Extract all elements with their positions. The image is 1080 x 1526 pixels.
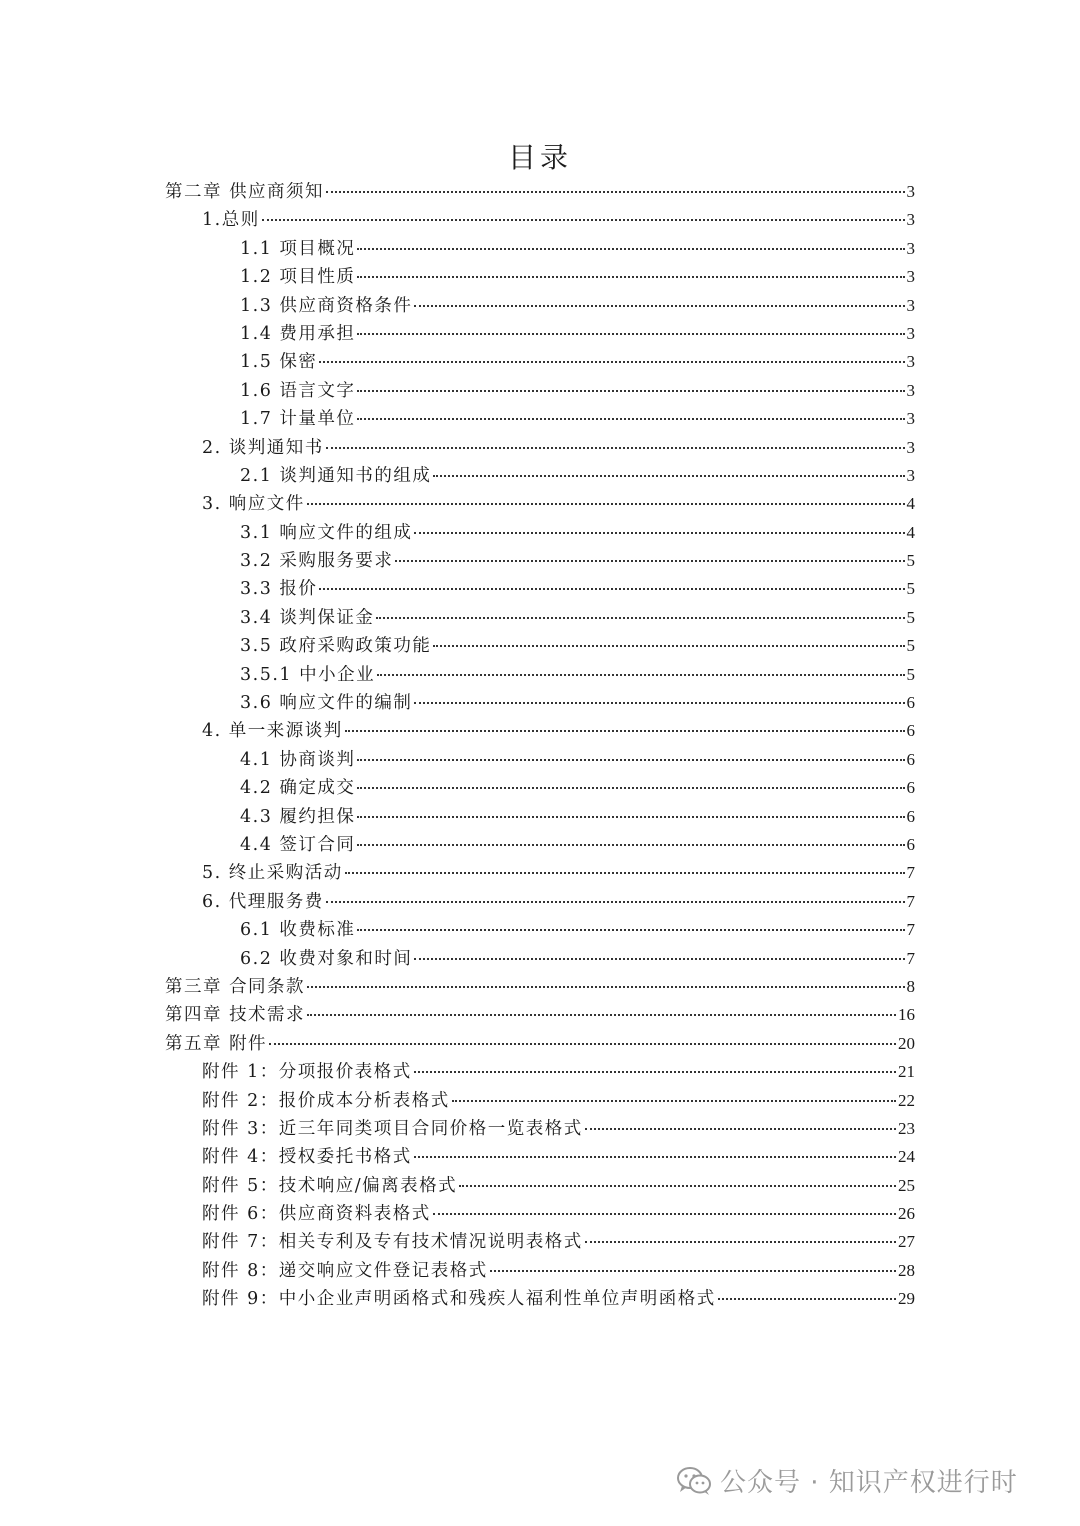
toc-dot-leader (414, 532, 904, 534)
toc-entry-label: 附件 3：近三年同类项目合同价格一览表格式 (202, 1118, 583, 1139)
toc-dot-leader (326, 191, 904, 193)
toc-dot-leader (307, 1014, 896, 1016)
toc-dot-leader (433, 645, 904, 647)
toc-entry-label: 第三章 合同条款 (165, 976, 306, 997)
toc-entry[interactable] (0, 632, 1080, 660)
page-title: 目录 (507, 141, 572, 174)
toc-entry-label: 3. 响应文件 (202, 494, 305, 515)
toc-page-number: 3 (906, 409, 915, 429)
toc-page-number: 26 (898, 1204, 915, 1224)
toc-entry-label: 4.4 签订合同 (240, 834, 356, 855)
toc-entry[interactable] (0, 1058, 1080, 1086)
toc-entry[interactable] (0, 1087, 1080, 1115)
toc-dot-leader (357, 390, 904, 392)
toc-page-number: 29 (898, 1289, 915, 1309)
toc-page-number: 25 (898, 1175, 915, 1195)
toc-entry[interactable] (0, 462, 1080, 490)
toc-entry-label: 2. 谈判通知书 (202, 437, 324, 458)
toc-dot-leader (357, 787, 904, 789)
toc-page-number: 3 (906, 182, 915, 201)
toc-entry-label: 1.2 项目性质 (240, 267, 356, 288)
toc-entry[interactable] (0, 320, 1080, 348)
toc-entry[interactable] (0, 1001, 1080, 1029)
table-of-contents (0, 178, 1080, 1314)
toc-entry-label: 1.1 项目概况 (240, 238, 356, 259)
toc-dot-leader (307, 503, 905, 505)
toc-dot-leader (319, 361, 904, 363)
toc-entry[interactable] (0, 1228, 1080, 1256)
toc-page-number: 3 (906, 323, 915, 343)
toc-entry-label: 4.3 履约担保 (240, 806, 356, 827)
toc-page-number: 23 (898, 1118, 915, 1138)
toc-dot-leader (433, 1213, 896, 1215)
toc-entry-label: 5. 终止采购活动 (202, 863, 343, 884)
toc-page-number: 7 (906, 891, 915, 911)
toc-entry[interactable] (0, 661, 1080, 689)
toc-entry[interactable] (0, 519, 1080, 547)
toc-page-number: 22 (898, 1090, 915, 1110)
toc-dot-leader (319, 588, 904, 590)
toc-page-number: 3 (906, 210, 915, 230)
toc-page-number: 6 (906, 806, 915, 826)
toc-entry-label: 第二章 供应商须知 (165, 182, 325, 202)
toc-entry[interactable] (0, 178, 1080, 206)
toc-entry[interactable] (0, 263, 1080, 291)
toc-page-number: 4 (906, 522, 915, 542)
toc-entry-label: 1.总则 (202, 210, 260, 231)
toc-dot-leader (326, 901, 905, 903)
toc-entry[interactable] (0, 831, 1080, 859)
toc-entry[interactable] (0, 689, 1080, 717)
toc-page-number: 3 (906, 238, 915, 258)
toc-dot-leader (357, 844, 904, 846)
toc-entry-label: 4.1 协商谈判 (240, 749, 356, 770)
toc-entry-label: 1.5 保密 (240, 352, 318, 373)
toc-entry-label: 附件 1：分项报价表格式 (202, 1062, 412, 1083)
toc-dot-leader (395, 560, 904, 562)
toc-page-number: 27 (898, 1232, 915, 1252)
toc-entry[interactable] (0, 235, 1080, 263)
toc-dot-leader (585, 1128, 896, 1130)
toc-page-number: 3 (906, 380, 915, 400)
toc-dot-leader (718, 1298, 896, 1300)
toc-page-number: 6 (906, 778, 915, 798)
toc-entry-label: 附件 2：报价成本分析表格式 (202, 1090, 450, 1111)
toc-page-number: 3 (906, 352, 915, 372)
toc-page-number: 5 (906, 607, 915, 627)
toc-page-number: 20 (898, 1033, 915, 1053)
toc-entry[interactable] (0, 1172, 1080, 1200)
toc-entry[interactable] (0, 405, 1080, 433)
toc-entry[interactable] (0, 206, 1080, 234)
toc-dot-leader (414, 305, 904, 307)
toc-entry[interactable] (0, 604, 1080, 632)
toc-entry-label: 3.4 谈判保证金 (240, 607, 375, 628)
toc-page-number: 7 (906, 948, 915, 968)
toc-entry-label: 2.1 谈判通知书的组成 (240, 465, 432, 486)
toc-page-number: 6 (906, 834, 915, 854)
toc-entry-label: 1.6 语言文字 (240, 380, 356, 401)
toc-page-number: 5 (906, 636, 915, 656)
toc-page-number: 28 (898, 1260, 915, 1280)
toc-page-number: 7 (906, 920, 915, 940)
toc-entry-label: 6. 代理服务费 (202, 891, 324, 912)
toc-entry[interactable] (0, 490, 1080, 518)
toc-entry[interactable] (0, 746, 1080, 774)
toc-entry-label: 附件 4：授权委托书格式 (202, 1147, 412, 1168)
toc-dot-leader (307, 986, 904, 988)
toc-page-number: 4 (906, 494, 915, 514)
toc-page-number: 21 (898, 1062, 915, 1082)
toc-entry-label: 3.6 响应文件的编制 (240, 693, 413, 714)
toc-entry[interactable] (0, 547, 1080, 575)
toc-entry-label: 6.2 收费对象和时间 (240, 948, 413, 969)
toc-dot-leader (414, 702, 904, 704)
toc-dot-leader (452, 1100, 896, 1102)
toc-entry-label: 附件 6：供应商资料表格式 (202, 1204, 431, 1225)
toc-dot-leader (414, 958, 904, 960)
toc-page-number: 6 (906, 693, 915, 713)
toc-dot-leader (357, 276, 904, 278)
toc-dot-leader (490, 1270, 896, 1272)
toc-entry[interactable] (0, 292, 1080, 320)
toc-entry-label: 3.1 响应文件的组成 (240, 522, 413, 543)
toc-dot-leader (326, 447, 905, 449)
toc-entry-label: 附件 9：中小企业声明函格式和残疾人福利性单位声明函格式 (202, 1289, 716, 1310)
toc-dot-leader (357, 929, 904, 931)
toc-entry[interactable] (0, 888, 1080, 916)
toc-dot-leader (459, 1185, 896, 1187)
toc-page-number: 8 (906, 976, 915, 996)
toc-dot-leader (345, 730, 905, 732)
toc-entry[interactable] (0, 1030, 1080, 1058)
toc-entry-label: 附件 5：技术响应/偏离表格式 (202, 1175, 458, 1196)
toc-page-number: 5 (906, 579, 915, 599)
toc-entry-label: 1.3 供应商资格条件 (240, 295, 413, 316)
toc-entry-label: 附件 7：相关专利及专有技术情况说明表格式 (202, 1232, 583, 1253)
toc-entry[interactable] (0, 717, 1080, 745)
toc-dot-leader (433, 475, 904, 477)
toc-entry[interactable] (0, 859, 1080, 887)
toc-dot-leader (414, 1071, 896, 1073)
wechat-icon (676, 1466, 712, 1496)
toc-page-number: 6 (906, 721, 915, 741)
toc-dot-leader (357, 418, 904, 420)
watermark-text: 公众号 · 知识产权进行时 (720, 1468, 1018, 1498)
toc-dot-leader (357, 816, 904, 818)
watermark (676, 1462, 1018, 1499)
toc-entry[interactable] (0, 973, 1080, 1001)
toc-entry[interactable] (0, 348, 1080, 376)
toc-entry-label: 3.5.1 中小企业 (240, 664, 376, 685)
toc-page-number: 5 (906, 551, 915, 571)
toc-page-number: 6 (906, 749, 915, 769)
toc-dot-leader (414, 1156, 896, 1158)
toc-entry[interactable] (0, 1257, 1080, 1285)
toc-entry[interactable] (0, 774, 1080, 802)
toc-entry[interactable] (0, 945, 1080, 973)
toc-entry-label: 第四章 技术需求 (165, 1005, 306, 1026)
toc-entry-label: 第五章 附件 (165, 1033, 268, 1054)
toc-page-number: 3 (906, 437, 915, 457)
toc-entry[interactable] (0, 1200, 1080, 1228)
toc-dot-leader (269, 1043, 896, 1045)
toc-entry-label: 3.3 报价 (240, 579, 318, 600)
toc-page-number: 24 (898, 1147, 915, 1167)
toc-page-number: 5 (906, 664, 915, 684)
toc-entry-label: 3.2 采购服务要求 (240, 551, 394, 572)
toc-page-number: 3 (906, 465, 915, 485)
toc-entry[interactable] (0, 1115, 1080, 1143)
toc-dot-leader (357, 759, 904, 761)
toc-page-number: 7 (906, 863, 915, 883)
toc-page-number: 16 (898, 1005, 915, 1025)
toc-entry[interactable] (0, 377, 1080, 405)
toc-dot-leader (357, 248, 904, 250)
toc-entry[interactable] (0, 575, 1080, 603)
toc-dot-leader (262, 219, 905, 221)
toc-entry[interactable] (0, 803, 1080, 831)
toc-dot-leader (345, 872, 905, 874)
toc-entry[interactable] (0, 916, 1080, 944)
toc-entry[interactable] (0, 1285, 1080, 1313)
toc-dot-leader (357, 333, 904, 335)
toc-entry-label: 附件 8：递交响应文件登记表格式 (202, 1260, 488, 1281)
toc-entry[interactable] (0, 434, 1080, 462)
toc-entry-label: 4.2 确定成交 (240, 778, 356, 799)
toc-entry[interactable] (0, 1143, 1080, 1171)
toc-page-number: 3 (906, 267, 915, 287)
toc-entry-label: 3.5 政府采购政策功能 (240, 636, 432, 657)
toc-dot-leader (377, 674, 904, 676)
toc-entry-label: 1.7 计量单位 (240, 409, 356, 430)
toc-entry-label: 1.4 费用承担 (240, 323, 356, 344)
toc-entry-label: 6.1 收费标准 (240, 920, 356, 941)
toc-dot-leader (585, 1241, 896, 1243)
toc-dot-leader (376, 617, 904, 619)
toc-page-number: 3 (906, 295, 915, 315)
toc-entry-label: 4. 单一来源谈判 (202, 721, 343, 742)
